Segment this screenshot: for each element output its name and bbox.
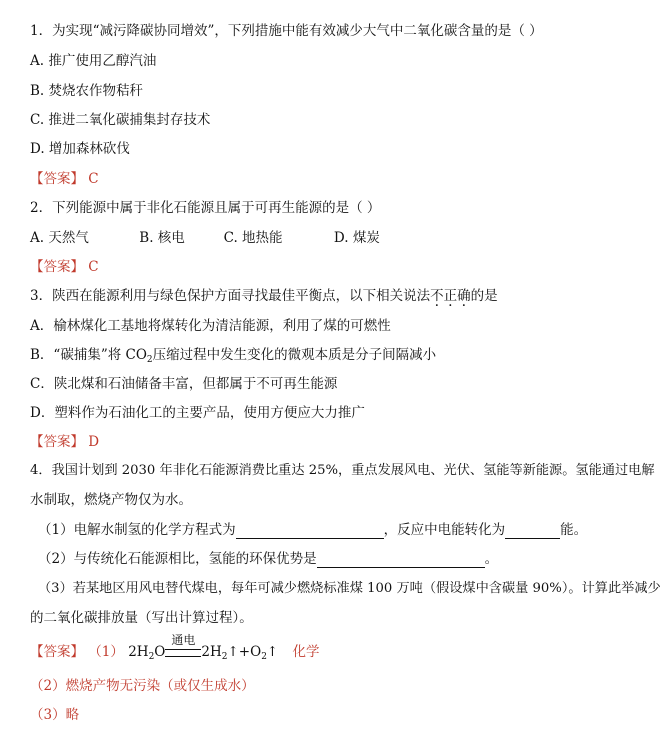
q2-options <box>30 229 380 247</box>
q1-stem: 1．为实现“减污降碳协同增效”，下列措施中能有效减少大气中二氧化碳含量的是（ ） <box>30 23 543 39</box>
q4-part3-line1: （3）若某地区用风电替代煤电，每年可减少燃烧标准煤 100 万吨（假设煤中含碳量 90%）。计算此举减少 <box>38 581 661 596</box>
q3-option-b-tail: 压缩过程中发生变化的微观本质是分子间隔减小 <box>152 347 437 363</box>
eq-product-h2: 2H <box>201 644 222 660</box>
subscript: 2 <box>261 652 267 662</box>
eq-reactant: 2H <box>128 644 149 660</box>
q2-stem: 2．下列能源中属于非化石能源且属于可再生能源的是（ ） <box>30 200 381 216</box>
q4-answer-part2: （2）燃烧产物无污染（或仅生成水） <box>30 678 255 694</box>
eq-equals-sign <box>165 649 201 657</box>
subscript: 2 <box>146 355 153 365</box>
q3-stem-emphasis <box>430 288 471 304</box>
q3-option-b-text: B．“碳捕集”将 CO <box>30 347 147 363</box>
answer-tag: 【答案】 <box>30 259 84 275</box>
q4-answer <box>30 633 320 666</box>
q2-option-c: C. 地热能 <box>223 230 283 246</box>
answer-value: D <box>88 434 100 450</box>
eq-condition <box>165 633 201 661</box>
emphasis-char: 确 <box>457 288 471 304</box>
answer-blank <box>505 524 560 539</box>
q4-part2 <box>38 550 498 568</box>
q4-stem-line1: 4．我国计划到 2030 年非化石能源消费比重达 25%，重点发展风电、光伏、氢能等新能源。氢能通过电解 <box>30 463 655 478</box>
answer-value: C <box>88 171 99 187</box>
q3-answer <box>30 433 99 451</box>
q3-stem <box>30 287 498 305</box>
q2-option-d: D. 煤炭 <box>333 230 380 246</box>
q4-part1 <box>38 521 587 539</box>
q4-part1-text2: ，反应中电能转化为 <box>383 522 506 538</box>
q2-option-b: B. 核电 <box>139 230 185 246</box>
chemical-equation <box>128 633 282 662</box>
q3-stem-tail: 的是 <box>470 288 498 304</box>
answer-part1-label: （1） <box>88 644 124 660</box>
q1-option-c: C. 推进二氧化碳捕集封存技术 <box>30 112 211 128</box>
answer-value: C <box>88 259 99 275</box>
answer-blank <box>317 553 485 568</box>
subscript: 2 <box>221 652 228 662</box>
q3-option-b <box>30 346 436 369</box>
answer-part1-fill: 化学 <box>292 644 320 660</box>
q3-option-d: D．塑料作为石油化工的主要产品，使用方便应大力推广 <box>30 405 365 421</box>
q3-option-c: C．陕北煤和石油储备丰富，但都属于不可再生能源 <box>30 376 338 392</box>
q3-stem-text: 3．陕西在能源利用与绿色保护方面寻找最佳平衡点，以下相关说法 <box>30 288 431 304</box>
answer-tag: 【答案】 <box>30 644 84 660</box>
q4-part2-text: （2）与传统化石能源相比，氢能的环保优势是 <box>38 551 317 567</box>
answer-blank <box>236 524 384 539</box>
emphasis-char: 不 <box>430 288 444 304</box>
q4-part3-line2: 的二氧化碳排放量（写出计算过程）。 <box>30 610 253 626</box>
eq-plus: ↑+O <box>227 644 262 660</box>
q4-part2-tail: 。 <box>484 551 499 567</box>
q2-option-a: A. 天然气 <box>30 230 89 246</box>
q4-part1-text3: 能。 <box>560 522 588 538</box>
q1-option-a: A. 推广使用乙醇汽油 <box>30 53 157 69</box>
q4-answer-part3: （3）略 <box>30 707 80 723</box>
q1-option-b: B. 焚烧农作物秸秆 <box>30 83 144 99</box>
subscript: 2 <box>148 652 155 662</box>
eq-gas-arrow: ↑ <box>266 644 279 660</box>
emphasis-char: 正 <box>443 288 458 304</box>
q4-stem-line2: 水制取，燃烧产物仅为水。 <box>30 492 192 508</box>
eq-condition-text: 通电 <box>171 633 196 647</box>
q1-answer <box>30 170 99 188</box>
answer-tag: 【答案】 <box>30 434 84 450</box>
q1-option-d: D. 增加森林砍伐 <box>30 141 130 157</box>
q2-answer <box>30 258 99 276</box>
answer-tag: 【答案】 <box>30 171 84 187</box>
eq-reactant-o: O <box>154 644 166 660</box>
q3-option-a: A．榆林煤化工基地将煤转化为清洁能源，利用了煤的可燃性 <box>30 318 391 334</box>
q4-part1-text: （1）电解水制氢的化学方程式为 <box>38 522 236 538</box>
